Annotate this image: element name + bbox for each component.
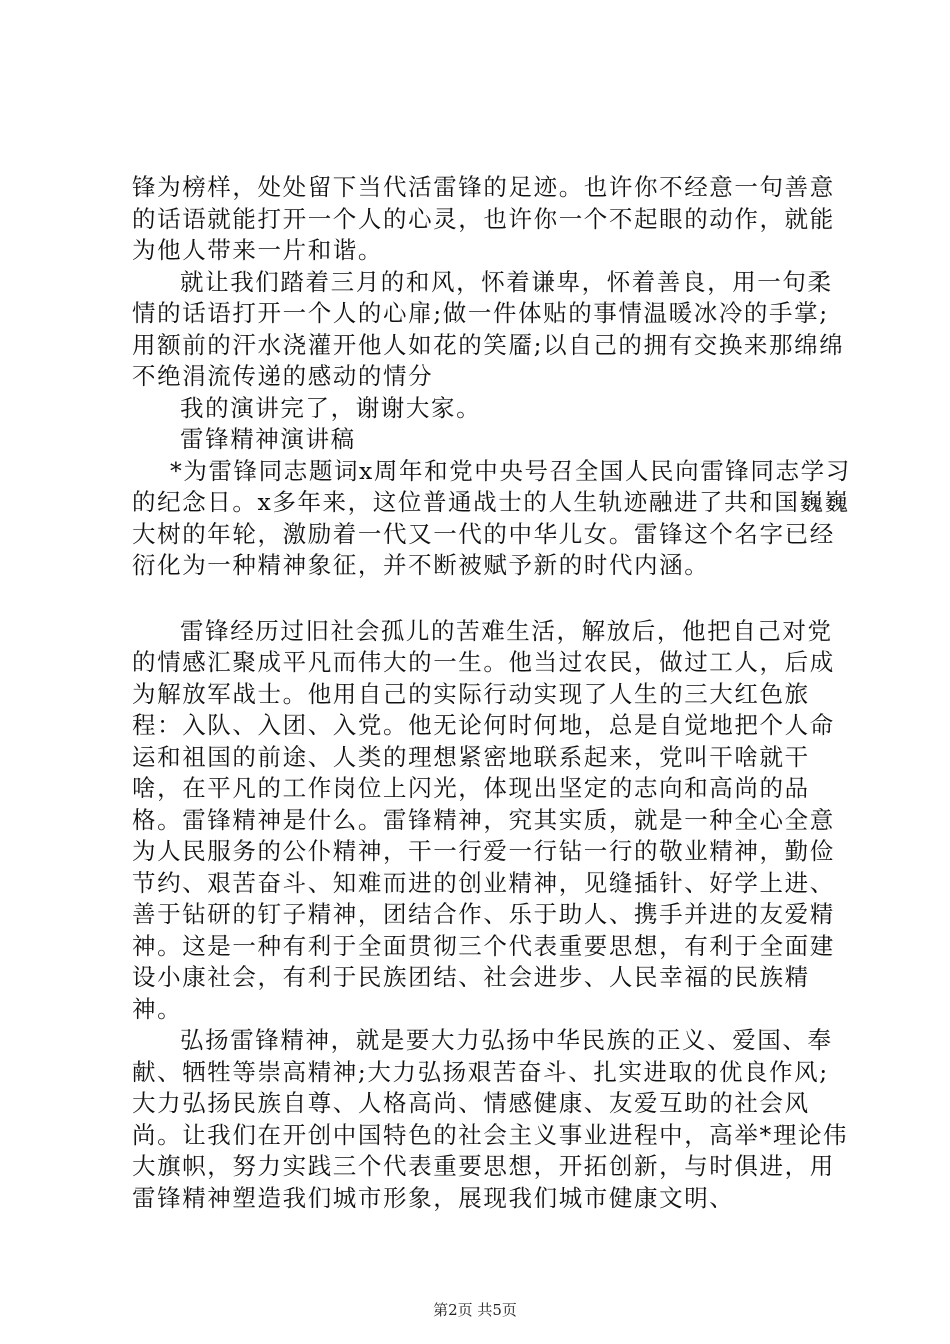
paragraph-spacer <box>132 582 852 616</box>
paragraph-intro: *为雷锋同志题词x周年和党中央号召全国人民向雷锋同志学习的纪念日。x多年来，这位普通战士的人生轨迹融进了共和国巍巍大树的年轮，激励着一代又一代的中华儿女。雷锋这个名字已经衍化为一种精神象征，并不断被赋予新的时代内涵。 <box>132 456 851 579</box>
document-body <box>132 172 852 1214</box>
section-title: 雷锋精神演讲稿 <box>180 425 356 453</box>
paragraph-closing-appeal: 就让我们踏着三月的和风，怀着谦卑，怀着善良，用一句柔情的话语打开一个人的心扉;做一件体贴的事情温暖冰冷的手掌;用额前的汗水浇灌开他人如花的笑靥;以自己的拥有交换来那绵绵不绝涓流传递的感动的情分 <box>132 267 845 390</box>
paragraph-promote-spirit: 弘扬雷锋精神，就是要大力弘扬中华民族的正义、爱国、奉献、牺牲等崇高精神;大力弘扬艰苦奋斗、扎实进取的优良作风;大力弘扬民族自尊、人格高尚、情感健康、友爱互助的社会风尚。让我们在开创中国特色的社会主义事业进程中，高举*理论伟大旗帜，努力实践三个代表重要思想，开拓创新，与时俱进，用雷锋精神塑造我们城市形象，展现我们城市健康文明、 <box>132 1026 849 1212</box>
paragraph-thanks: 我的演讲完了，谢谢大家。 <box>180 393 482 422</box>
page-number-footer: 第2页 共5页 <box>433 1301 517 1319</box>
paragraph-continuation: 锋为榜样，处处留下当代活雷锋的足迹。也许你不经意一句善意的话语就能打开一个人的心灵，也许你一个不起眼的动作，就能为他人带来一片和谐。 <box>132 173 835 264</box>
paragraph-biography: 雷锋经历过旧社会孤儿的苦难生活，解放后，他把自己对党的情感汇聚成平凡而伟大的一生。他当过农民，做过工人，后成为解放军战士。他用自己的实际行动实现了人生的三大红色旅程：入队、入团、入党。他无论何时何地，总是自觉地把个人命运和祖国的前途、人类的理想紧密地联系起来，党叫干啥就干啥，在平凡的工作岗位上闪光，体现出坚定的志向和高尚的品格。雷锋精神是什么。雷锋精神，究其实质，就是一种全心全意为人民服务的公仆精神，干一行爱一行钻一行的敬业精神，勤俭节约、艰苦奋斗、知难而进的创业精神，见缝插针、好学上进、善于钻研的钉子精神，团结合作、乐于助人、携手并进的友爱精神。这是一种有利于全面贯彻三个代表重要思想，有利于全面建设小康社会，有利于民族团结、社会进步、人民幸福的民族精神。 <box>132 616 835 1023</box>
